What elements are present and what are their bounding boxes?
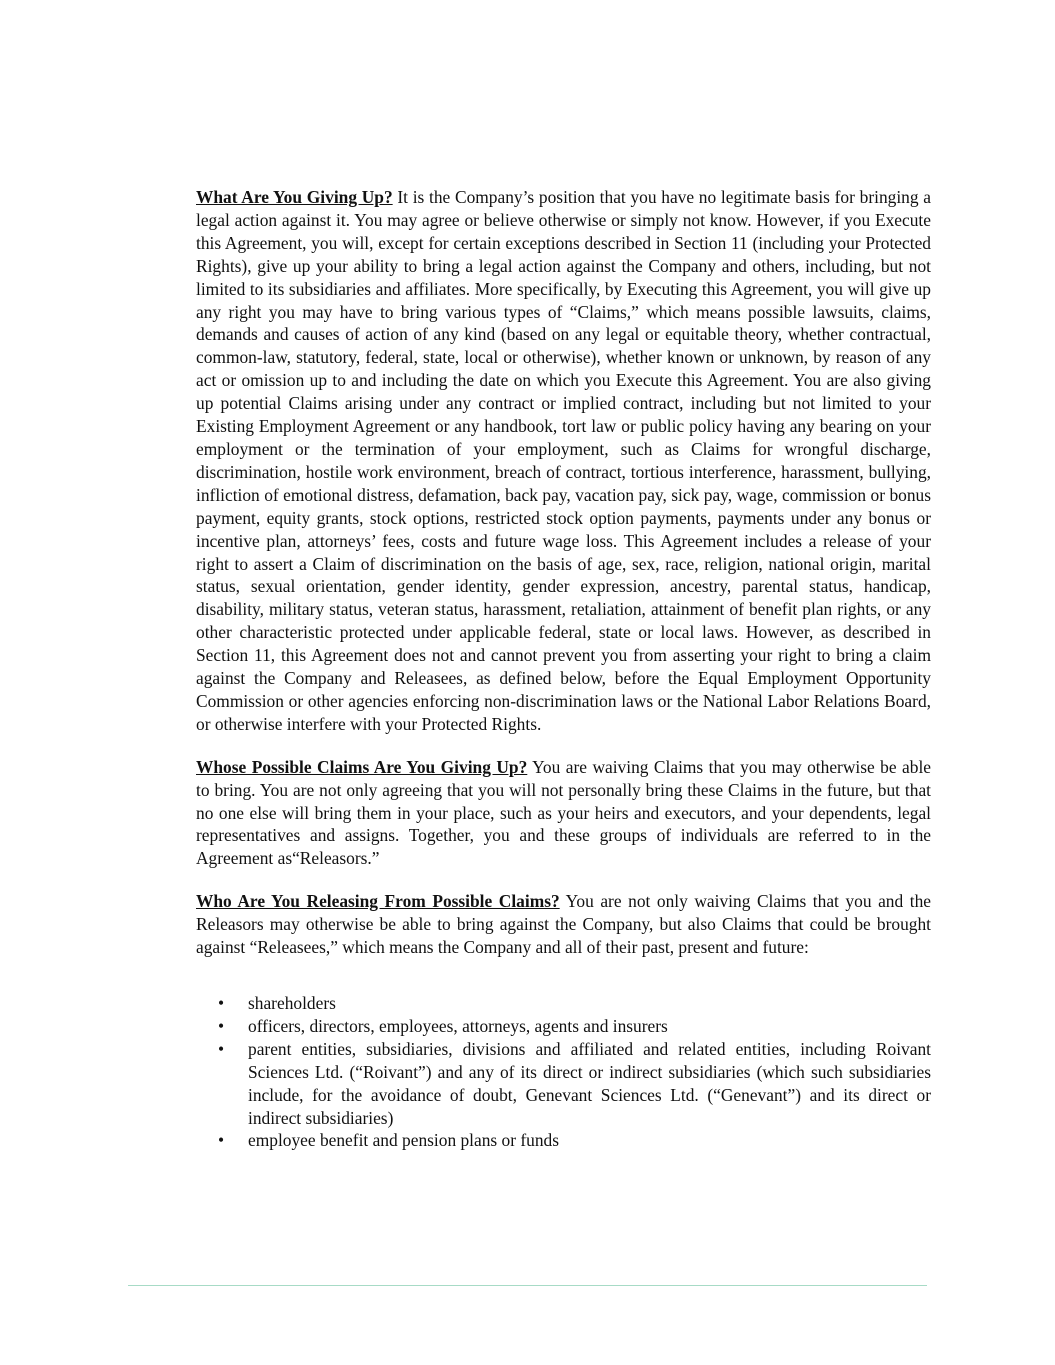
bullet-icon: •: [218, 1038, 225, 1059]
body-releasees: You are not only waiving Claims that you and the Releasors may otherwise be able to bring against the Company, but also Claims that could be brought against “Releasees,” which means the Company and all of their past, present and future:: [196, 891, 931, 958]
heading-giving-up: What Are You Giving Up?: [196, 187, 393, 207]
bullet-icon: •: [218, 1015, 225, 1036]
list-item: [196, 1129, 931, 1152]
list-item-text: shareholders: [248, 993, 336, 1013]
list-item: [196, 1038, 931, 1130]
list-item-text: officers, directors, employees, attorneys, agents and insurers: [248, 1015, 668, 1036]
list-item: [196, 1015, 931, 1038]
paragraph-whose-claims: [196, 756, 931, 871]
paragraph-releasees: [196, 890, 931, 959]
releasee-list: [196, 992, 931, 1152]
body-whose-claims: You are waiving Claims that you may otherwise be able to bring. You are not only agreeing that you will not personally bring these Claims in the future, but that no one else will bring them in your place, such as your heirs and executors, and your dependents, legal representatives and assigns. Together, you and these groups of individuals are referred to in the Agreement as“Releasors.”: [196, 756, 931, 869]
body-giving-up: It is the Company’s position that you have no legitimate basis for bringing a legal action against it. You may agree or believe otherwise or simply not know. However, if you Execute this Agreement, you will, except for certain exceptions described in Section 11 (including your Protected Rights), give up your ability to bring a legal action against the Company and others, including, but not limited to its subsidiaries and affiliates. More specifically, by Executing this Agreement, you will give up any right you may have to bring various types of “Claims,” which means possible lawsuits, claims, demands and causes of action of any kind (based on any legal or equitable theory, whether contractual, common-law, statutory, federal, state, local or otherwise), whether known or unknown, by reason of any act or omission up to and including the date on which you Execute this Agreement. You are also giving up potential Claims arising under any contract or implied contract, including but not limited to your Existing Employment Agreement or any handbook, tort law or public policy having any bearing on your employment or the termination of your employment, such as Claims for wrongful discharge, discrimination, hostile work environment, breach of contract, tortious interference, harassment, bullying, infliction of emotional distress, defamation, back pay, vacation pay, sick pay, wage, commission or bonus payment, equity grants, stock options, restricted stock option payments, payments under any bonus or incentive plan, attorneys’ fees, costs and future wage loss. This Agreement includes a release of your right to assert a Claim of discrimination on the basis of age, sex, race, religion, national origin, marital status, sexual orientation, gender identity, gender expression, ancestry, parental status, handicap, disability, military status, veteran status, harassment, retaliation, attainment of benefit plan rights, or any other characteristic protected under applicable federal, state or local laws. However, as described in Section 11, this Agreement does not and cannot prevent you from asserting your right to bring a claim against the Company and Releasees, as defined below, before the Equal Employment Opportunity Commission or other agencies enforcing non-discrimination laws or the National Labor Relations Board, or otherwise interfere with your Protected Rights.: [196, 187, 931, 734]
list-item-text: parent entities, subsidiaries, divisions and affiliated and related entities, including Roivant Sciences Ltd. (“Roivant”) and any of its direct or indirect subsidiaries (which such subsidiaries include, for the avoidance of doubt, Genevant Sciences Ltd. (“Genevant”) and its direct or indirect subsidiaries): [248, 1038, 931, 1128]
list-item-text: employee benefit and pension plans or funds: [248, 1130, 560, 1151]
document-page: [196, 186, 931, 1152]
paragraph-giving-up: [196, 186, 931, 736]
bullet-icon: •: [218, 993, 225, 1013]
heading-whose-claims: Whose Possible Claims Are You Giving Up?: [196, 756, 528, 777]
bullet-icon: •: [218, 1130, 225, 1151]
heading-releasees: Who Are You Releasing From Possible Claims?: [196, 891, 560, 912]
footer-divider: [128, 1285, 927, 1286]
list-item: [196, 992, 931, 1015]
